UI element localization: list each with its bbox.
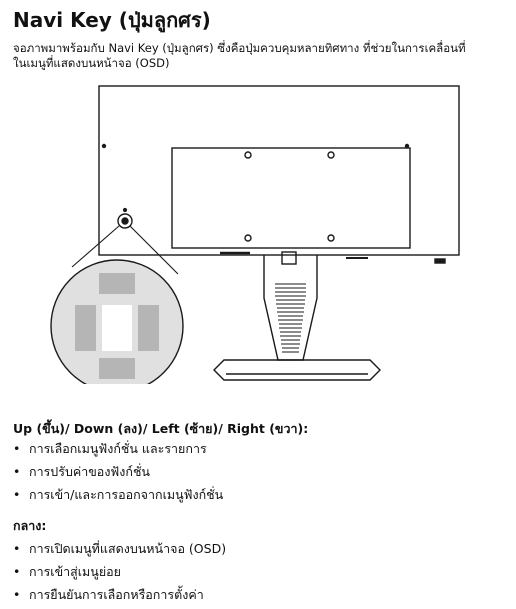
navi-key-joystick bbox=[118, 209, 132, 228]
directions-list bbox=[13, 437, 223, 506]
stand-hinge bbox=[282, 252, 296, 264]
intro-line-1: จอภาพมาพร้อมกับ Navi Key (ปุ่มลูกศร) ซึ่งคือปุ่มควบคุมหลายทิศทาง ที่ช่วยในการเคลื่อนที่ bbox=[13, 41, 466, 55]
list-item: • การเปิดเมนูที่แสดงบนหน้าจอ (OSD) bbox=[13, 541, 227, 556]
center-list bbox=[13, 537, 226, 606]
center-heading: กลาง: bbox=[13, 518, 47, 533]
monitor-back-outline bbox=[99, 86, 459, 255]
list-item: • การยืนยันการเลือกหรือการตั้งค่า bbox=[13, 587, 204, 602]
navi-key-enlarged bbox=[51, 260, 183, 384]
vesa-hole-top-left bbox=[245, 152, 251, 158]
list-item: • การปรับค่าของฟังก์ชั่น bbox=[13, 464, 150, 479]
page-title: Navi Key (ปุ่มลูกศร) bbox=[13, 8, 211, 32]
navi-key-up-button bbox=[99, 273, 135, 294]
intro-paragraph bbox=[13, 41, 511, 71]
stand-base bbox=[214, 360, 380, 380]
corner-mark-right bbox=[406, 145, 409, 148]
list-item: • การเข้าสู่เมนูย่อย bbox=[13, 564, 121, 579]
directions-heading: Up (ขึ้น)/ Down (ลง)/ Left (ซ้าย)/ Right (ขวา): bbox=[13, 421, 309, 436]
navi-key-left-button bbox=[75, 305, 96, 351]
list-item: • การเลือกเมนูฟังก์ชั่น และรายการ bbox=[13, 441, 207, 456]
navi-key-down-button bbox=[99, 358, 135, 379]
corner-mark-left bbox=[103, 145, 106, 148]
vesa-hole-top-right bbox=[328, 152, 334, 158]
vesa-hole-bottom-left bbox=[245, 235, 251, 241]
monitor-back-panel bbox=[172, 148, 410, 248]
monitor-rear-illustration bbox=[50, 84, 470, 384]
navi-key-right-button bbox=[138, 305, 159, 351]
navi-key-center-button bbox=[102, 305, 132, 351]
intro-line-2: ในเมนูที่แสดงบนหน้าจอ (OSD) bbox=[13, 56, 170, 70]
list-item: • การเข้า/และการออกจากเมนูฟังก์ชั่น bbox=[13, 487, 224, 502]
port-right bbox=[435, 259, 445, 263]
stand-neck-ribs bbox=[275, 284, 306, 352]
vesa-hole-bottom-right bbox=[328, 235, 334, 241]
